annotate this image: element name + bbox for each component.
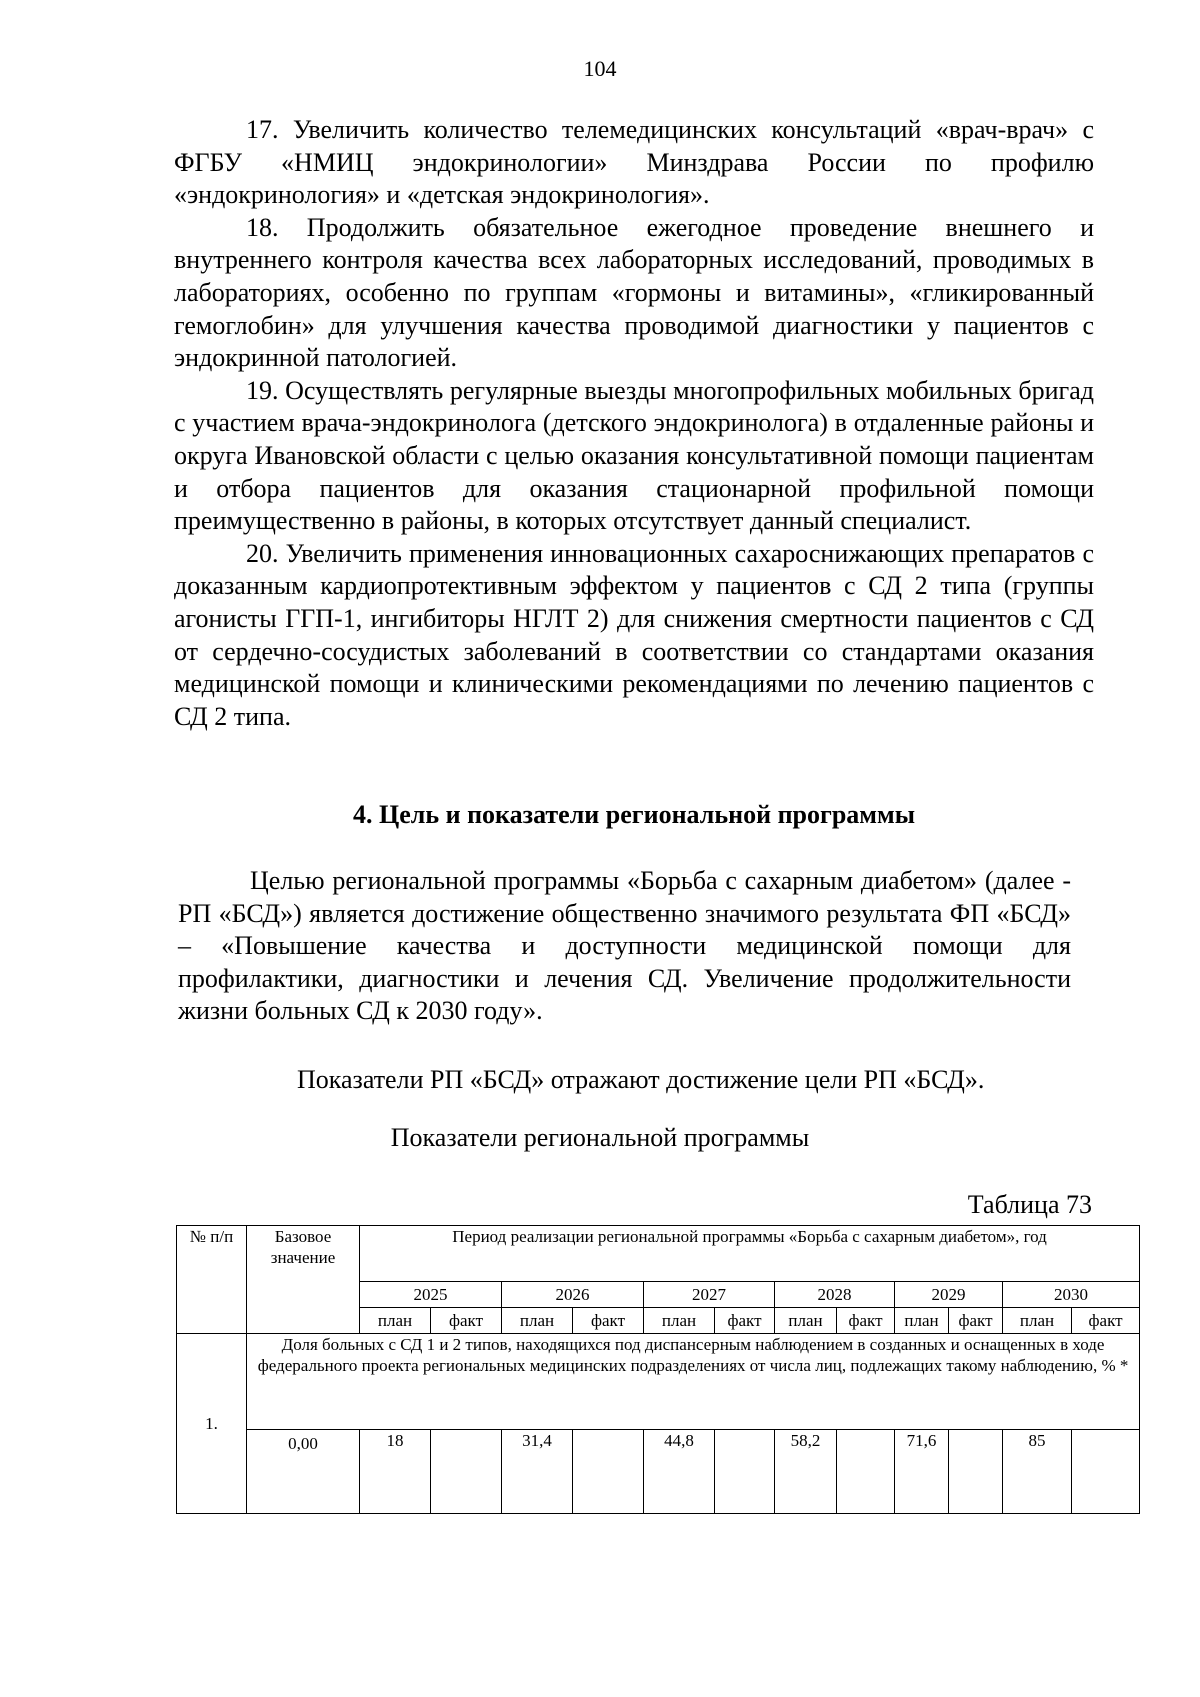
year-header: 2025 [360,1282,502,1308]
numbered-recommendations [174,114,1094,733]
indicators-note: Показатели РП «БСД» отражают достижение цели РП «БСД». [297,1065,985,1094]
plan-header: план [895,1308,949,1334]
plan-value-cell: 44,8 [644,1430,715,1514]
plan-header: план [1003,1308,1072,1334]
indicators-table [176,1225,1140,1514]
table-title: Показатели региональной программы [390,1123,810,1152]
plan-value-cell: 85 [1003,1430,1072,1514]
goal-paragraph: Целью региональной программы «Борьба с сахарным диабетом» (далее - РП «БСД») является достижение общественно значимого результата ФП «БСД» – «Повышение качества и доступности медицинской помощи для профилактики, диагностики и лечения СД. Увеличение продолжительности жизни больных СД к 2030 году». [178,866,1071,1026]
fact-value-cell [949,1430,1003,1514]
fact-value-cell [431,1430,502,1514]
fact-header: факт [715,1308,775,1334]
plan-value-cell: 58,2 [775,1430,837,1514]
column-header-number: № п/п [177,1226,247,1334]
fact-value-cell [1072,1430,1140,1514]
year-header: 2030 [1003,1282,1140,1308]
fact-header: факт [949,1308,1003,1334]
fact-value-cell [573,1430,644,1514]
fact-header: факт [837,1308,895,1334]
recommendation-19: 19. Осуществлять регулярные выезды многопрофильных мобильных бригад с участием врача-эндокринолога (детского эндокринолога) в отдаленные районы и округа Ивановской области с целью оказания консультативной помощи пациентам и отбора пациентов для оказания стационарной профильной помощи преимущественно в районы, в которых отсутствует данный специалист. [174,375,1094,536]
fact-header: факт [1072,1308,1140,1334]
plan-value-cell: 18 [360,1430,431,1514]
year-header: 2026 [502,1282,644,1308]
plan-value-cell: 31,4 [502,1430,573,1514]
recommendation-18: 18. Продолжить обязательное ежегодное проведение внешнего и внутреннего контроля качества всех лабораторных исследований, проводимых в лабораториях, особенно по группам «гормоны и витамины», «гликированный гемоглобин» для улучшения качества проводимой диагностики у пациентов с эндокринной патологией. [174,212,1094,373]
indicator-name: Доля больных с СД 1 и 2 типов, находящихся под диспансерным наблюдением в созданных и оснащенных в ходе федерального проекта региональных медицинских подразделениях от числа лиц, подлежащих такому наблюдению, % * [247,1334,1140,1430]
fact-value-cell [715,1430,775,1514]
year-header: 2029 [895,1282,1003,1308]
page-number: 104 [583,56,617,81]
year-header: 2027 [644,1282,775,1308]
plan-value-cell: 71,6 [895,1430,949,1514]
column-header-base-value: Базовое значение [247,1226,360,1334]
fact-value-cell [837,1430,895,1514]
row-number: 1. [177,1334,247,1514]
column-header-period: Период реализации региональной программы «Борьба с сахарным диабетом», год [360,1226,1140,1282]
fact-header: факт [431,1308,502,1334]
plan-header: план [360,1308,431,1334]
plan-header: план [644,1308,715,1334]
recommendation-20: 20. Увеличить применения инновационных сахароснижающих препаратов с доказанным кардиопротективным эффектом у пациентов с СД 2 типа (группы агонисты ГГП-1, ингибиторы НГЛТ 2) для снижения смертности пациентов с СД от сердечно-сосудистых заболеваний в соответствии со стандартами оказания медицинской помощи и клиническими рекомендациями по лечению пациентов с СД 2 типа. [174,538,1094,731]
table-number: Таблица 73 [967,1190,1092,1219]
plan-header: план [502,1308,573,1334]
plan-header: план [775,1308,837,1334]
section-heading: 4. Цель и показатели региональной программы [352,800,916,829]
year-header: 2028 [775,1282,895,1308]
recommendation-17: 17. Увеличить количество телемедицинских консультаций «врач-врач» с ФГБУ «НМИЦ эндокринологии» Минздрава России по профилю «эндокринология» и «детская эндокринология». [174,115,1094,210]
fact-header: факт [573,1308,644,1334]
base-value-cell: 0,00 [247,1430,360,1514]
